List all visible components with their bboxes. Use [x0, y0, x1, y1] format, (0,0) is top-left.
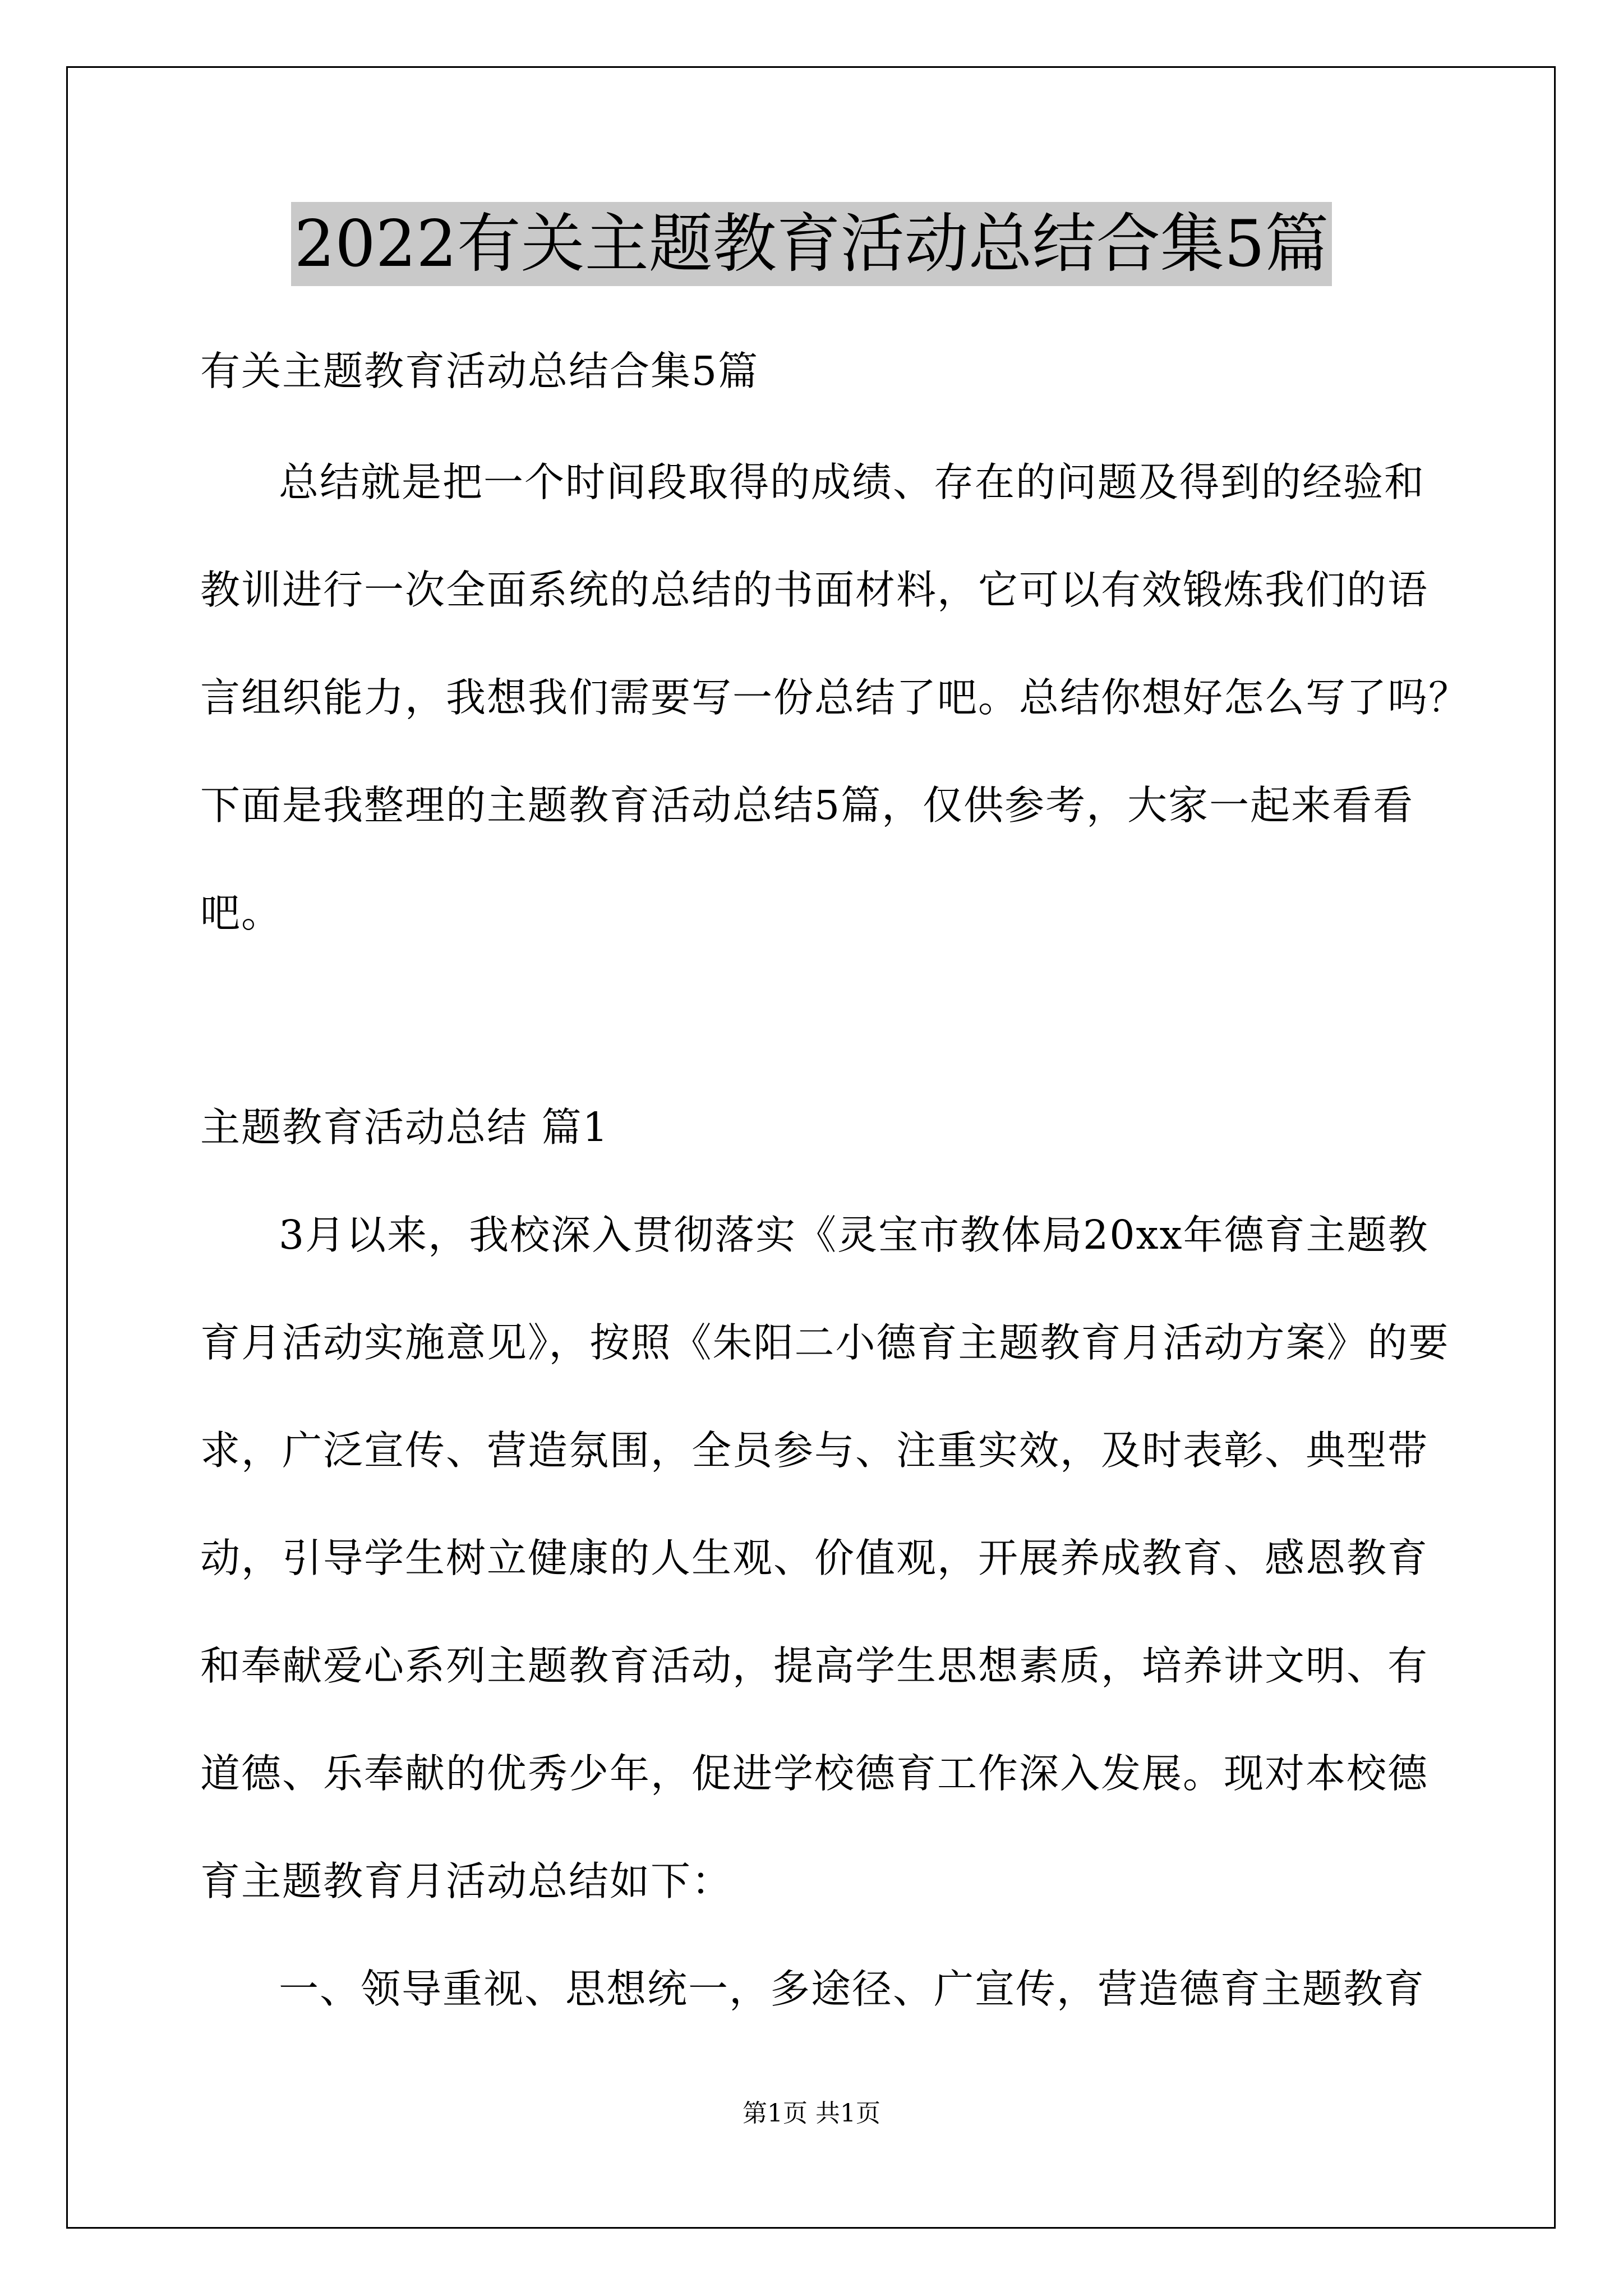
intro-line: 总结就是把一个时间段取得的成绩、存在的问题及得到的经验和 [279, 459, 1426, 505]
intro-line: 下面是我整理的主题教育活动总结5篇，仅供参考，大家一起来看看 [200, 782, 1414, 829]
page-footer: 第1页 共1页 [743, 2099, 880, 2128]
section-line: 道德、乐奉献的优秀少年，促进学校德育工作深入发展。现对本校德 [200, 1750, 1429, 1797]
section-line: 求，广泛宣传、营造氛围，全员参与、注重实效，及时表彰、典型带 [200, 1427, 1429, 1474]
document-title: 2022有关主题教育活动总结合集5篇 [291, 202, 1332, 286]
document-subtitle: 有关主题教育活动总结合集5篇 [200, 348, 759, 394]
intro-line: 吧。 [200, 890, 283, 936]
section-line: 和奉献爱心系列主题教育活动，提高学生思想素质，培养讲文明、有 [200, 1642, 1429, 1689]
section-heading: 主题教育活动总结 篇1 [200, 1104, 609, 1151]
section-line: 育月活动实施意见》，按照《朱阳二小德育主题教育月活动方案》的要 [200, 1319, 1450, 1366]
intro-line: 言组织能力，我想我们需要写一份总结了吧。总结你想好怎么写了吗？ [200, 674, 1470, 721]
intro-line: 教训进行一次全面系统的总结的书面材料，它可以有效锻炼我们的语 [200, 567, 1429, 613]
section-line: 育主题教育月活动总结如下： [200, 1858, 733, 1904]
section-line: 3月以来，我校深入贯彻落实《灵宝市教体局20xx年德育主题教 [279, 1212, 1429, 1258]
section-line: 动，引导学生树立健康的人生观、价值观，开展养成教育、感恩教育 [200, 1535, 1429, 1581]
section-line-last: 一、领导重视、思想统一，多途径、广宣传，营造德育主题教育 [279, 1966, 1426, 2012]
title-container [0, 202, 1623, 286]
